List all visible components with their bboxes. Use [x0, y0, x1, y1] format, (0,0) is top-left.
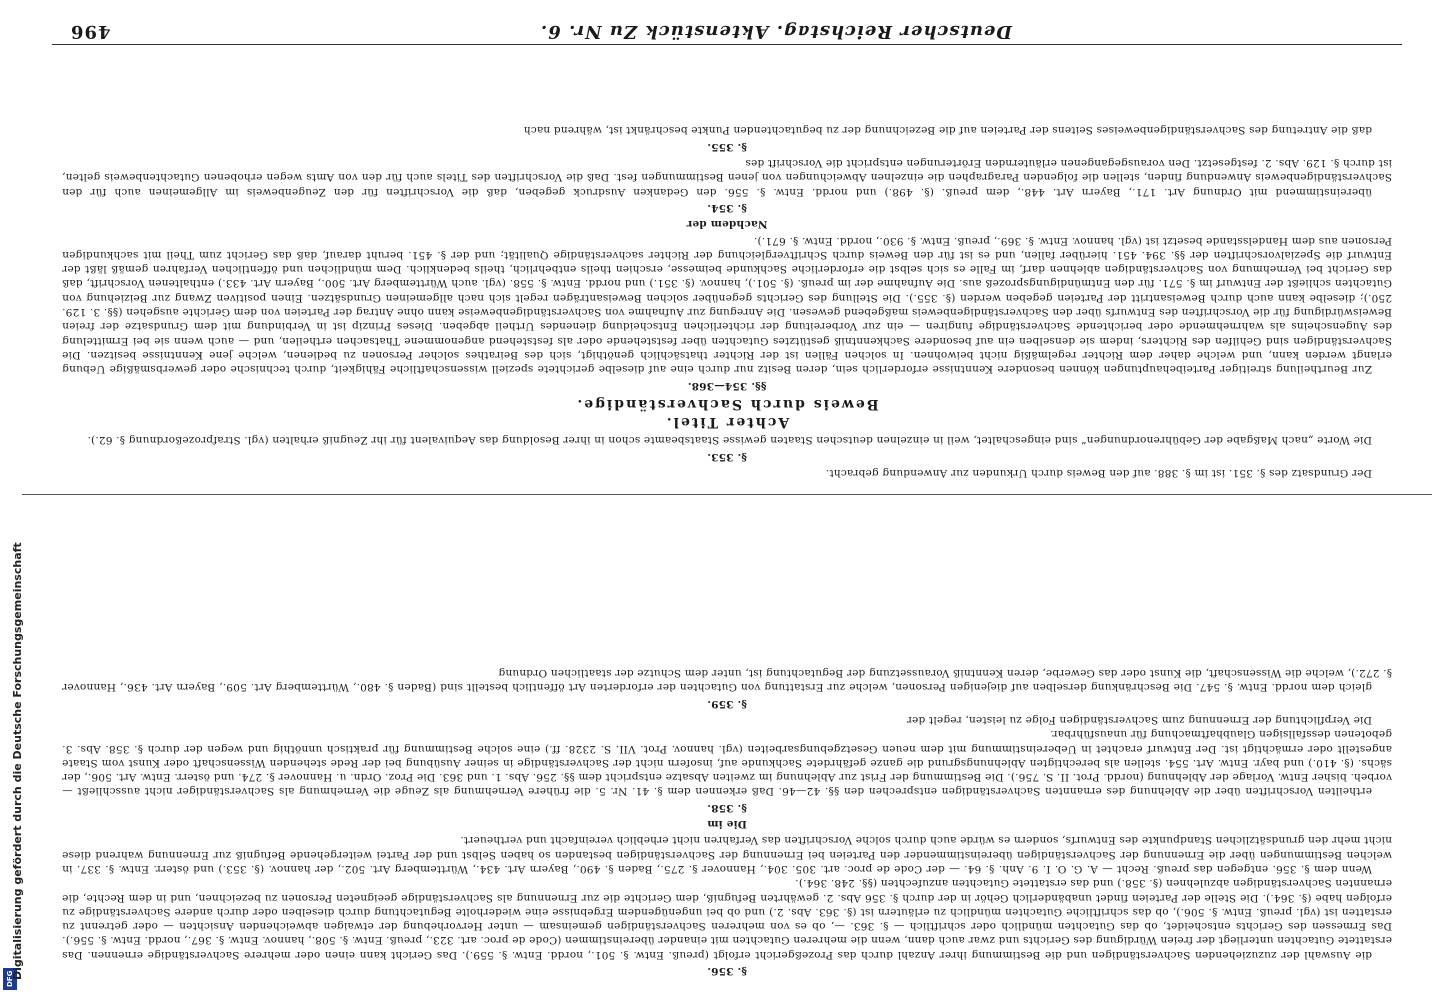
section-358-heading: §. 358. [707, 801, 747, 814]
column-a [62, 55, 1392, 480]
section-353-heading: §. 353. [707, 450, 747, 463]
subtitle-heading: Beweis durch Sachverständige. [575, 395, 879, 412]
rotated-page-content [22, 0, 1432, 1000]
section-353-text: Die Worte „nach Maßgabe der Gebührenordnungen“ sind eingeschaltet, weil in einzelnen deutschen Staaten gewisse Staatsbeamte schon in ihrer Besoldung das Aequivalent für ihr Zeugniß erhalten (vgl. Strafprozeßordnung §. 62.). [87, 434, 1372, 447]
page-number: 496 [70, 21, 111, 42]
section-354-heading: §. 354. [707, 201, 747, 214]
section-355-text: daß die Antretung des Sachverständigenbeweises Seitens der Parteien auf die Bezeichnung der zu begutachtenden Punkte beschränkt ist, während nach [523, 124, 1372, 137]
column-divider [22, 494, 1432, 495]
dfg-logo: DFG [3, 968, 17, 990]
title-heading: Achter Titel. [664, 414, 790, 431]
section-356-continued: Wenn dem §. 356. entgegen das preuß. Recht — A. G. O. I. 9. Anh. §. 64. — der Code de proc. art. 305. 304., Hannover §. 275., Baden §. 490., Bayern Art. 434., Württemberg Art. 502., der hannov. (§. 353.) und österr. Entw. §. 337. in welchen Bestimmungen über die Ernennung der Sachverständigen übereinstimmender den Parteien bei Ernennung der Sachverständigen bestanden so haben Selbst und der Partei weitergehende Befugniß zur Ernennung wahrend diese nicht mehr den grundsätzlichen Standpunkte des Entwurfs, sondern es würde auch durch solche Vorschriften das Verfahren nicht erheblich vereinfacht und vertheuert. [62, 834, 1392, 875]
running-title: Deutscher Reichstag. Aktenstück Zu Nr. 6. [540, 21, 1012, 42]
section-358-text: ertheilten Vorschriften über die Ablehnung des ernannten Sachverständigen entsprechen den §§. 42—46. Daß erkennen dem §. 41. Nr. 5. die frühere Vernehmung als Zeuge die Vernehmung als Sachverständiger nicht ausschließt — vorbeh. bisher Entw. Vorlage der Ablehnung (nordd. Prot. II. S. 756.). Die Bestimmung der Frist zur Ablehnung im zweiten Absatze entspricht dem §§. 256. Abs. 1. und 363. Die Proz. Ordn. u. Hannover §. 274. und österr. Entw. Art. 506., der sächs. (§. 410.) und bayr. Entw. Art. 554. stellen als berechtigten Ablehnungsgrund die ganze gefährdete Sachkunde auf, insofern nicht der Sachverständige in seiner Ausübung bei der Rede stehenden Wissenschaft oder Kunst vom Staate angestellt oder ermächtigt ist. Der Entwurf erachtet in Uebereinstimmung mit dem neuen Gesetzgebungsarbeiten (vgl. hannov. Prot. VII. S. 2328. ff.) eine solche Bestimmung für praktisch unnöthig und wegen der durch §. 358. Abs. 3. gebotenen dessfallsigen Glaubhaftmachung für unausführbar. [62, 728, 1392, 798]
intro-paragraph: Der Grundsatz des §. 351. ist im §. 388. auf den Beweis durch Urkunden zur Anwendung gebracht. [825, 467, 1372, 479]
column-b [62, 502, 1392, 980]
header-rule [52, 44, 1402, 45]
footer [0, 0, 22, 1000]
section-356-heading: §. 356. [707, 965, 747, 977]
section-356-text: die Auswahl der zuzuziehenden Sachverständigen und die Bestimmung ihrer Anzahl durch das Prozeßgericht erfolgt (preuß. Entw. §. 501., nordd. Entw. §. 559.). Das Gericht kann einen oder mehrere Sachverständige ernennen. Das erstattete Gutachten unterliegt der freien Würdigung des Gerichts und zwar auch dann, wenn die mehreren Gutachten mit einander übereinstimmen (Code de proc. art. 323., preuß. Entw. §. 508., hannov. Entw. §. 367., nordd. Entw. §. 556.). Das Ermessen des Gerichts entscheidet, ob das Gutachten mündlich oder schriftlich — §. 363. —, ob es von mehreren Sachverständigen gemeinsam — unter Hervorhebung der etwaigen abweichenden Ansichten — oder getrennt zu erstatten ist (vgl. preuß. Entw. §. 506.), ob das schriftliche Gutachten mündlich zu erläutern ist (§. 363. Abs. 2.) und ob bei ungenügendem Ergebnisse eine wiederholte Begutachtung durch dieselben oder durch andere Sachverständige zu erfolgen habe (§. 364.). Die Stelle der Parteien findet unabänderlich Gehör in der durch §. 356 Abs. 2. gewährten Befugniß, dem Gerichte die zur Ernennung als Sachverständige geeigneten Personen zu bezeichnen, und in dem Rechte, die ernannten Sachverständigen abzulehnen (§. 358.) und das erstattete Gutachten anzufechten (§§. 248. 364.). [62, 877, 1392, 961]
section-range: §§. 354—368. [687, 379, 767, 392]
section-354-text: übereinstimmend mit Ordnung Art. 171., Bayern Art. 448., dem preuß. (§. 498.) und nordd. Entw. §. 556. den Gedanken Ausdruck gegeben, daß die Vorschriften für den Zeugenbeweis im Allgemeinen auch für den Sachverständigenbeweis Anwendung finden, stellen die folgenden Paragraphen die einzelnen Abweichungen von jenen Bestimmungen fest. Daß die Vorschriften des Titels auch für den von Amts wegen erhobenen Gutachtenbeweis gelten, ist durch §. 129. Abs. 2. festgesetzt. Den vorausgegangenen erläuternden Erörterungen entspricht die Vorschrift des [62, 157, 1392, 198]
section-359-text: gleich dem nordd. Entw. §. 547. Die Beschränkung derselben auf diejenigen Personen, welche zur Erstattung von Gutachten der erforderten Art öffentlich bestellt sind (Baden §. 480., Württemberg Art. 509., Bayern Art. 436., Hannover §. 272.), welche die Wissenschaft, die Kunst oder das Gewerbe, deren Kenntniß Voraussetzung der Begutachtung ist, unter dem Schutze der staatlichen Ordnung [62, 667, 1392, 694]
section-355-heading: §. 355. [707, 140, 747, 153]
transition-text: Nachdem der [686, 218, 768, 231]
section-359-intro: Die Verpflichtung der Ernennung zum Sachverständigen Folge zu leisten, regelt der [906, 713, 1372, 726]
transition-text-b: Die im [707, 818, 747, 831]
body-paragraph: Zur Beurtheilung streitiger Parteibehauptungen können besondere Kenntnisse erforderlich sein, deren Besitz nur durch eine auf dieselbe gerichtete speziell wissenschaftliche Fähigkeit, durch technische oder gewerbsmäßige Uebung erlangt werden kann, und welche daher dem Richter regelmäßig nicht beiwohnen. In solchen Fällen ist der Richter thatsächlich genöthigt, sich des Beirathes solcher Personen zu bedienen, welche jene Kenntnisse besitzen. Die Sachverständigen sind Gehilfen des Richters, indem sie denselben ein auf besondere Sachkenntniß gestütztes Gutachten über feststehende oder als feststehend angenommene Thatsachen ertheilen, und — auch wenn sie bei Ermittelung des Augenscheins als wahrnehmende oder berichtende Sachverständige fungiren — ein zur Vorbereitung der richterlichen Entscheidung dienendes Urtheil abgeben. Dieses Prinzip ist in Verbindung mit dem Grundsatze der freien Beweiswürdigung für die Vorschriften des Entwurfs über den Sachverständigenbeweis maßgebend gewesen. Die Anregung zur Aufnahme von Sachverständigenbeweise kann ohne Antrag der Parteien von dem Gerichte ausgehen (§§. 3. 129. 250.); dieselbe kann auch durch Beweisantritt der Parteien gegeben werden (§. 355.). Die Stellung des Gerichts gegenüber solchen Beweisanträgen regelt sich nach allgemeinen Grundsätzen. Einen positiven Zwang zur Beiziehung von Gutachten schließt der Entwurf im §. 571. für den Entmündigungsprozeß aus. Die Aufnahme der im preuß. (§. 501.), hannov. (§. 351.) und nordd. Entw. §. 558. (vgl. auch Württemberg Art. 500., Bayern Art. 433.) enthaltenen Vorschrift, daß das Gericht bei Vernehmung von Sachverständigen ablehnen darf, im Falle es sich selbst die erforderliche Sachkunde beimesse, erschien theils entbehrlich, theils bedenklich. Dem mündlichen und öffentlichen Verfahren gemäß läßt der Entwurf die Spezialvorschriften der §§. 394. 451. hierüber fallen, und es ist für den Beweis durch Schriftvergleichung der Richter sachverständige Qualität; und der §. 451. beruht darauf, daß das Gericht zum Theil mit sachkundigen Personen aus dem Handelsstande besetzt ist (vgl. hannov. Entw. §. 369., preuß. Entw. §. 930., nordd. Entw. §. 671.). [62, 234, 1392, 376]
digitization-credit: Digitalisierung gefördert durch die Deutsche Forschungsgemeinschaft [11, 542, 24, 980]
section-359-heading: §. 359. [707, 697, 747, 710]
scanned-page [22, 0, 1432, 1000]
